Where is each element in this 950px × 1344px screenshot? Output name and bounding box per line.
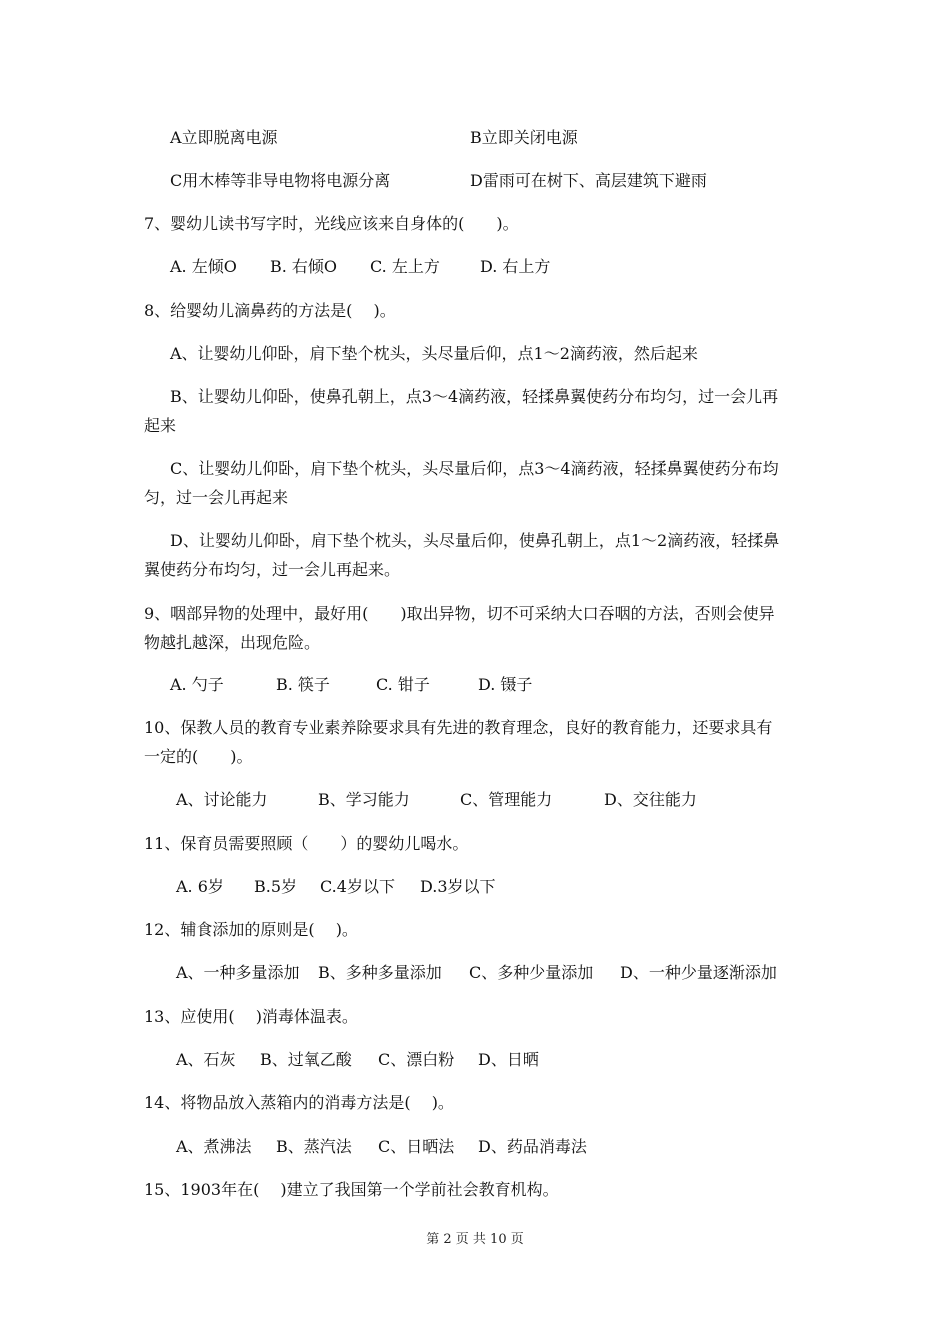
q12-option: C、多种少量添加 xyxy=(469,963,594,982)
q12-option: B、多种多量添加 xyxy=(318,963,442,982)
q15-stem: 15、1903年在( )建立了我国第一个学前社会教育机构。 xyxy=(144,1180,559,1199)
q11-option: A. 6岁 xyxy=(176,877,224,896)
q8-option-d-line1: D、让婴幼儿仰卧，肩下垫个枕头，头尽量后仰，使鼻孔朝上，点1～2滴药液，轻揉鼻 xyxy=(170,531,780,550)
q8-stem: 8、给婴幼儿滴鼻药的方法是( )。 xyxy=(144,301,396,320)
q7-option: D. 右上方 xyxy=(480,257,551,276)
q13-option: A、石灰 xyxy=(176,1050,236,1069)
q10-stem-line1: 10、保教人员的教育专业素养除要求具有先进的教育理念，良好的教育能力，还要求具有 xyxy=(144,718,773,737)
q12-stem: 12、辅食添加的原则是( )。 xyxy=(144,920,358,939)
q13-option: C、漂白粉 xyxy=(378,1050,455,1069)
q9-option: C. 钳子 xyxy=(376,675,430,694)
q6-option-a: A立即脱离电源 xyxy=(170,128,278,147)
q8-option-c-line2: 匀，过一会儿再起来 xyxy=(144,488,289,507)
q9-option: B. 筷子 xyxy=(276,675,330,694)
q7-option: C. 左上方 xyxy=(370,257,440,276)
q12-option: D、一种少量逐渐添加 xyxy=(620,963,777,982)
q9-option: D. 镊子 xyxy=(478,675,533,694)
q6-option-d: D雷雨可在树下、高层建筑下避雨 xyxy=(470,171,707,190)
q6-option-c: C用木棒等非导电物将电源分离 xyxy=(170,171,391,190)
q10-option: C、管理能力 xyxy=(460,790,553,809)
q14-option: C、日晒法 xyxy=(378,1137,455,1156)
q11-option: B.5岁 xyxy=(254,877,298,896)
page-number-footer: 第 2 页 共 10 页 xyxy=(426,1232,524,1247)
q10-stem-line2: 一定的( )。 xyxy=(144,747,253,766)
q13-stem: 13、应使用( )消毒体温表。 xyxy=(144,1007,358,1026)
q14-option: B、蒸汽法 xyxy=(276,1137,352,1156)
q11-option: D.3岁以下 xyxy=(420,877,496,896)
q9-option: A. 勺子 xyxy=(170,675,224,694)
q11-option: C.4岁以下 xyxy=(320,877,395,896)
q9-stem-line2: 物越扎越深，出现危险。 xyxy=(144,633,321,652)
q7-option: A. 左倾O xyxy=(170,257,237,276)
q8-option-b-line2: 起来 xyxy=(144,416,177,435)
q13-option: B、过氧乙酸 xyxy=(260,1050,352,1069)
q8-option-c-line1: C、让婴幼儿仰卧，肩下垫个枕头，头尽量后仰，点3～4滴药液，轻揉鼻翼使药分布均 xyxy=(170,459,779,478)
q7-stem: 7、婴幼儿读书写字时，光线应该来自身体的( )。 xyxy=(144,214,519,233)
q7-option: B. 右倾O xyxy=(270,257,338,276)
q10-option: A、讨论能力 xyxy=(176,790,268,809)
q6-option-b: B立即关闭电源 xyxy=(470,128,578,147)
q8-option-a: A、让婴幼儿仰卧，肩下垫个枕头，头尽量后仰，点1～2滴药液，然后起来 xyxy=(170,344,698,363)
q14-stem: 14、将物品放入蒸箱内的消毒方法是( )。 xyxy=(144,1093,454,1112)
q13-option: D、日晒 xyxy=(478,1050,539,1069)
q8-option-d-line2: 翼使药分布均匀，过一会儿再起来。 xyxy=(144,560,401,579)
q14-option: A、煮沸法 xyxy=(176,1137,252,1156)
q14-option: D、药品消毒法 xyxy=(478,1137,587,1156)
q10-option: D、交往能力 xyxy=(604,790,697,809)
q9-stem-line1: 9、咽部异物的处理中，最好用( )取出异物，切不可采纳大口吞咽的方法，否则会使异 xyxy=(144,604,775,623)
q12-option: A、一种多量添加 xyxy=(176,963,300,982)
q10-option: B、学习能力 xyxy=(318,790,410,809)
q8-option-b-line1: B、让婴幼儿仰卧，使鼻孔朝上，点3～4滴药液，轻揉鼻翼使药分布均匀，过一会儿再 xyxy=(170,387,779,406)
q11-stem: 11、保育员需要照顾（ ）的婴幼儿喝水。 xyxy=(144,834,469,853)
